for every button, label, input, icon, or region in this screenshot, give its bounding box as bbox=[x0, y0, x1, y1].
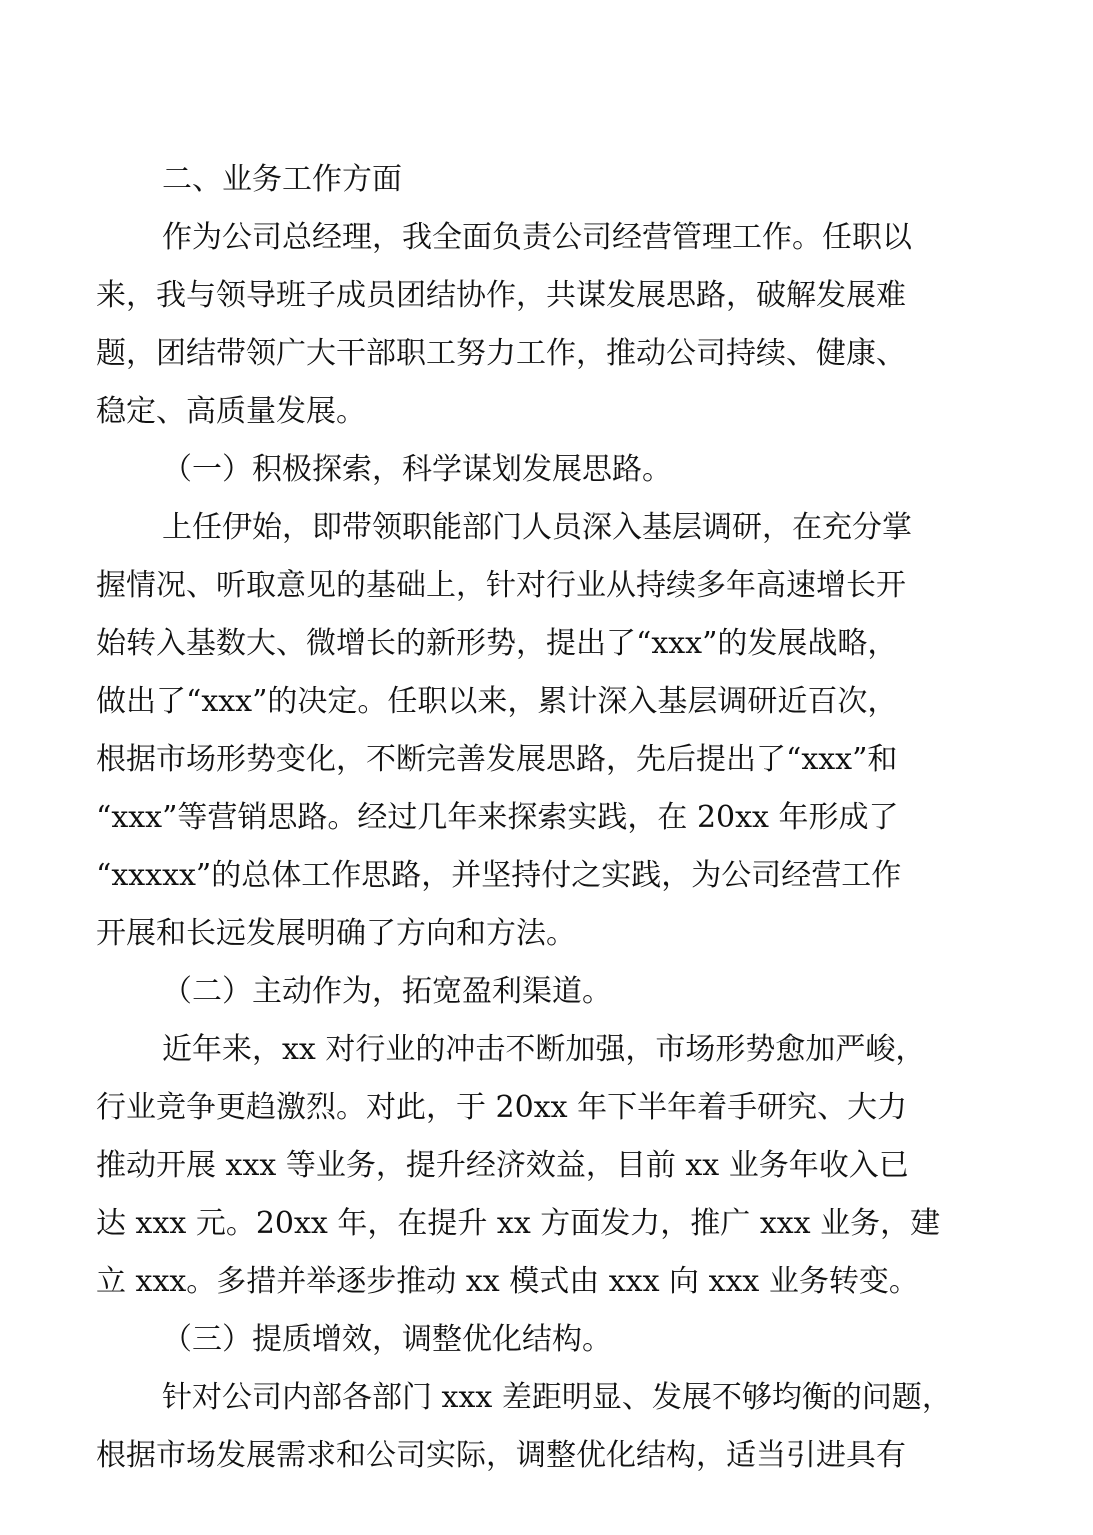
paragraph-line: 达 xxx 元。20xx 年，在提升 xx 方面发力，推广 xxx 业务，建 bbox=[96, 1206, 941, 1241]
paragraph-line: 始转入基数大、微增长的新形势，提出了“xxx”的发展战略， bbox=[96, 626, 898, 661]
paragraph-line: 作为公司总经理，我全面负责公司经营管理工作。任职以 bbox=[162, 220, 912, 255]
paragraph-line: 上任伊始，即带领职能部门人员深入基层调研，在充分掌 bbox=[162, 510, 912, 545]
section-heading: 二、业务工作方面 bbox=[162, 162, 402, 197]
paragraph-line: 推动开展 xxx 等业务，提升经济效益，目前 xx 业务年收入已 bbox=[96, 1148, 909, 1183]
paragraph-line: 行业竞争更趋激烈。对此，于 20xx 年下半年着手研究、大力 bbox=[96, 1090, 908, 1125]
paragraph-line: “xxx”等营销思路。经过几年来探索实践，在 20xx 年形成了 bbox=[96, 800, 899, 835]
subsection-heading: （三）提质增效，调整优化结构。 bbox=[162, 1322, 612, 1357]
paragraph-line: 做出了“xxx”的决定。任职以来，累计深入基层调研近百次， bbox=[96, 684, 898, 719]
paragraph-line: 近年来，xx 对行业的冲击不断加强，市场形势愈加严峻， bbox=[162, 1032, 926, 1067]
paragraph-line: 稳定、高质量发展。 bbox=[96, 394, 366, 429]
paragraph-line: 来，我与领导班子成员团结协作，共谋发展思路，破解发展难 bbox=[96, 278, 906, 313]
paragraph-line: 针对公司内部各部门 xxx 差距明显、发展不够均衡的问题， bbox=[162, 1380, 952, 1415]
paragraph-line: 根据市场发展需求和公司实际，调整优化结构，适当引进具有 bbox=[96, 1438, 906, 1473]
paragraph-line: 开展和长远发展明确了方向和方法。 bbox=[96, 916, 576, 951]
paragraph-line: “xxxxx”的总体工作思路，并坚持付之实践，为公司经营工作 bbox=[96, 858, 902, 893]
subsection-heading: （二）主动作为，拓宽盈利渠道。 bbox=[162, 974, 612, 1009]
paragraph-line: 题，团结带领广大干部职工努力工作，推动公司持续、健康、 bbox=[96, 336, 906, 371]
subsection-heading: （一）积极探索，科学谋划发展思路。 bbox=[162, 452, 672, 487]
paragraph-line: 立 xxx。多措并举逐步推动 xx 模式由 xxx 向 xxx 业务转变。 bbox=[96, 1264, 919, 1299]
paragraph-line: 根据市场形势变化，不断完善发展思路，先后提出了“xxx”和 bbox=[96, 742, 898, 777]
paragraph-line: 握情况、听取意见的基础上，针对行业从持续多年高速增长开 bbox=[96, 568, 906, 603]
